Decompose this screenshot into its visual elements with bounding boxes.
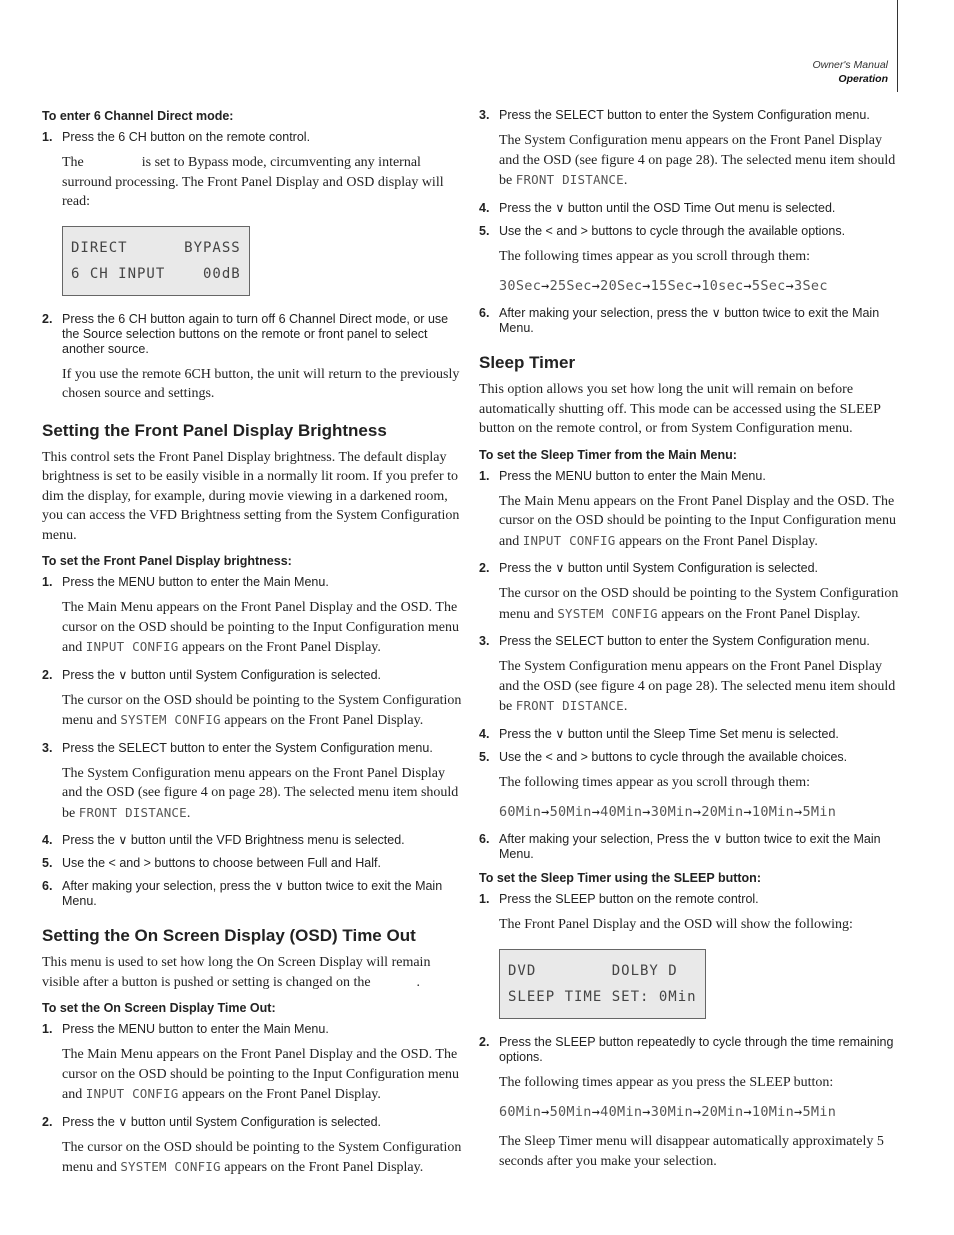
sleep-time-sequence — [499, 802, 899, 822]
step-number: 2. — [42, 311, 53, 326]
sequence-item: 60Min — [499, 1104, 542, 1120]
code-text: INPUT CONFIG — [85, 1086, 179, 1101]
sleep-step-5 — [479, 750, 899, 765]
step-number: 3. — [42, 740, 53, 755]
page-header — [812, 58, 888, 86]
step-text: Use the < and > buttons to cycle through the available choices. — [499, 749, 848, 764]
brightness-body: This control sets the Front Panel Display brightness. The default display brightness is set to be easily visible in a normally lit room. If you prefer to dim the display, for example, during movie viewing in a darkened room, you can access the VFD Brightness setting from the System Configuration menu. — [42, 449, 460, 543]
right-arrow-icon: → — [591, 278, 601, 294]
para-text: The — [62, 155, 84, 170]
brightness-heading: Setting the Front Panel Display Brightness — [42, 420, 387, 440]
code-text: FRONT DISTANCE — [515, 172, 624, 187]
code-text: SYSTEM CONFIG — [557, 605, 658, 621]
sequence-item: 20Min — [701, 1104, 744, 1120]
para-text: appears on the Front Panel Display. — [181, 640, 381, 655]
step-text: Use the < and > buttons to cycle through the available options. — [499, 223, 846, 238]
sequence-item: 50Min — [549, 804, 592, 820]
para-text: The Main Menu appears on the Front Panel Display and the OSD. The cursor on the OSD should be pointing to the Input Configuration menu and — [62, 600, 460, 655]
para-text: appears on the Front Panel Display. — [224, 713, 424, 728]
sequence-item: 5Min — [802, 804, 837, 820]
sequence-item: 15Sec — [650, 278, 693, 294]
sequence-item: 5Min — [802, 1104, 837, 1120]
osd-step-6 — [479, 306, 899, 336]
sleep-button-para-2: The following times appear as you press the SLEEP button: — [499, 1074, 834, 1090]
right-arrow-icon: → — [591, 804, 601, 820]
step-text: After making your selection, press the ∨ button twice to exit the Main Menu. — [62, 879, 443, 908]
step-text: Press the ∨ button until the OSD Time Out menu is selected. — [499, 200, 836, 215]
brightness-step-1 — [42, 575, 462, 590]
step-number: 3. — [479, 634, 490, 648]
sequence-item: 20Sec — [600, 278, 643, 294]
sequence-item: 3Sec — [794, 278, 828, 294]
step-number: 1. — [42, 130, 53, 144]
para-text: is set to Bypass mode, circumventing any internal surround processing. The Front Panel Display and OSD display will read: — [62, 155, 444, 209]
osd-step-3 — [479, 108, 899, 123]
osd-para-5: The following times appear as you scroll through them: — [499, 248, 811, 264]
step-number: 4. — [479, 726, 490, 741]
sleep-step-2 — [479, 561, 899, 576]
para-text: appears on the Front Panel Display. — [224, 1160, 424, 1175]
step-number: 6. — [479, 832, 490, 846]
right-arrow-icon: → — [541, 804, 550, 820]
step-number: 2. — [479, 1034, 490, 1049]
lcd-display-sleep: DVD DOLBY D SLEEP TIME SET: 0Min — [499, 949, 706, 1019]
right-arrow-icon: → — [743, 278, 752, 294]
code-text: FRONT DISTANCE — [78, 804, 187, 820]
sequence-item: 10Min — [751, 1104, 795, 1120]
sleep-para-2 — [499, 584, 899, 624]
sleep-para-3: The System Configuration menu appears on the Front Panel Display and the OSD (see figure 4 on page 28). The selected menu item should be FRONT DISTANCE. — [499, 659, 896, 714]
step-text: After making your selection, Press the ∨ button twice to exit the Main Menu. — [499, 832, 881, 861]
para-text: The Main Menu appears on the Front Panel Display and the OSD. The cursor on the OSD should be pointing to the Input Configuration menu and — [499, 493, 897, 549]
sleep-body: This option allows you set how long the unit will remain on before automatically shutting off. This mode can be accessed using the SLEEP button on the remote control, or from System Configuration menu. — [479, 382, 881, 436]
osd-para-1 — [62, 1045, 462, 1105]
brightness-para-1 — [62, 598, 462, 658]
right-arrow-icon: → — [591, 1104, 601, 1120]
right-arrow-icon: → — [794, 804, 803, 820]
osd-step-2 — [42, 1115, 462, 1130]
direct-para-1 — [62, 153, 462, 212]
lcd-display-direct: DIRECT BYPASS 6 CH INPUT 00dB — [62, 226, 250, 296]
sleep-step-6 — [479, 832, 899, 862]
para-text: The cursor on the OSD should be pointing to the System Configuration menu and — [62, 1139, 462, 1175]
sleep-heading: Sleep Timer — [479, 353, 576, 372]
step-text: Press the MENU button to enter the Main Menu. — [499, 468, 766, 483]
right-arrow-icon: → — [692, 1104, 702, 1120]
code-text: SYSTEM CONFIG — [120, 1159, 221, 1174]
step-text: Press the ∨ button until the Sleep Time Set menu is selected. — [499, 726, 839, 741]
para-text: The System Configuration menu appears on the Front Panel Display and the OSD (see figure 4 on page 28). The selected menu item should be — [499, 659, 896, 714]
step-number: 4. — [479, 200, 490, 215]
step-number: 6. — [479, 306, 490, 320]
header-section: Operation — [838, 73, 888, 85]
step-number: 5. — [479, 749, 490, 764]
direct-step-2 — [42, 312, 462, 357]
osd-step-5 — [479, 224, 899, 239]
step-text: Press the 6 CH button on the remote control. — [62, 130, 311, 144]
step-text: Use the < and > buttons to choose between Full and Half. — [62, 856, 381, 870]
sequence-item: 30Min — [650, 804, 693, 820]
brightness-step-5 — [42, 856, 462, 871]
sequence-item: 10Min — [751, 804, 795, 820]
osd-time-sequence — [499, 276, 899, 296]
right-arrow-icon: → — [743, 1104, 752, 1120]
right-arrow-icon: → — [743, 804, 752, 820]
step-text: Press the ∨ button until System Configuration is selected. — [499, 561, 819, 575]
direct-step-1 — [42, 130, 462, 145]
step-text: Press the ∨ button until the VFD Brightness menu is selected. — [62, 833, 405, 847]
sequence-item: 40Min — [600, 1104, 643, 1120]
sequence-item: 60Min — [499, 804, 542, 820]
brightness-step-3 — [42, 741, 462, 756]
sleep-step-4 — [479, 727, 899, 742]
sequence-item: 50Min — [549, 1104, 592, 1120]
right-column — [479, 108, 899, 1181]
step-text: Press the SLEEP button repeatedly to cycle through the time remaining options. — [499, 1034, 894, 1064]
para-text: appears on the Front Panel Display. — [181, 1087, 381, 1102]
osd-para-3: The System Configuration menu appears on the Front Panel Display and the OSD (see figure 4 on page 28). The selected menu item should be FRONT DISTANCE. — [499, 133, 896, 188]
sleep-subheading-menu: To set the Sleep Timer from the Main Menu: — [479, 447, 737, 462]
sequence-item: 10sec — [701, 278, 744, 294]
para-text: appears on the Front Panel Display. — [618, 533, 818, 549]
step-number: 2. — [479, 561, 490, 575]
step-number: 4. — [42, 833, 53, 847]
sleep-step-3 — [479, 634, 899, 649]
sleep-button-time-sequence — [499, 1102, 899, 1122]
right-arrow-icon: → — [692, 278, 702, 294]
sleep-button-step-1 — [479, 892, 899, 907]
sleep-button-para-1: The Front Panel Display and the OSD will show the following: — [499, 917, 853, 932]
step-number: 1. — [479, 468, 490, 483]
step-number: 5. — [479, 223, 490, 238]
sleep-subheading-button: To set the Sleep Timer using the SLEEP button: — [479, 871, 761, 885]
step-number: 1. — [42, 575, 53, 589]
right-arrow-icon: → — [642, 278, 651, 294]
osd-subheading: To set the On Screen Display Time Out: — [42, 1001, 276, 1015]
para-text: The cursor on the OSD should be pointing to the System Configuration menu and — [499, 586, 899, 622]
sequence-item: 40Min — [600, 804, 643, 820]
sleep-button-para-3: The Sleep Timer menu will disappear automatically approximately 5 seconds after you make your selection. — [499, 1134, 884, 1169]
code-text: FRONT DISTANCE — [515, 698, 624, 713]
left-column — [42, 108, 462, 1188]
brightness-step-6 — [42, 879, 462, 909]
step-text: Press the 6 CH button again to turn off 6 Channel Direct mode, or use the Source selection buttons on the remote or front panel to select another source. — [62, 311, 449, 356]
osd-para-2 — [62, 1138, 462, 1178]
osd-step-4 — [479, 201, 899, 216]
brightness-step-2 — [42, 668, 462, 683]
step-text: Press the SELECT button to enter the System Configuration menu. — [62, 740, 433, 755]
sleep-para-5: The following times appear as you scroll through them: — [499, 774, 811, 790]
direct-para-2: If you use the remote 6CH button, the unit will return to the previously chosen source and settings. — [62, 366, 460, 401]
right-arrow-icon: → — [642, 804, 651, 820]
step-number: 2. — [42, 1114, 53, 1129]
right-arrow-icon: → — [785, 278, 795, 294]
step-text: After making your selection, press the ∨ button twice to exit the Main Menu. — [499, 306, 880, 335]
para-text: appears on the Front Panel Display. — [661, 606, 861, 622]
para-text: The cursor on the OSD should be pointing to the System Configuration menu and — [62, 692, 462, 728]
sleep-para-1 — [499, 492, 899, 552]
brightness-para-3: The System Configuration menu appears on the Front Panel Display and the OSD (see figure 4 on page 28). The selected menu item should be FRONT DISTANCE. — [62, 765, 459, 821]
para-text: The Main Menu appears on the Front Panel Display and the OSD. The cursor on the OSD should be pointing to the Input Configuration menu and — [62, 1047, 460, 1102]
sequence-item: 30Sec — [499, 278, 542, 294]
para-text: The System Configuration menu appears on the Front Panel Display and the OSD (see figure 4 on page 28). The selected menu item should be — [499, 133, 896, 188]
right-arrow-icon: → — [541, 1104, 550, 1120]
step-number: 1. — [42, 1022, 53, 1036]
sequence-item: 20Min — [701, 804, 744, 820]
step-number: 3. — [479, 108, 490, 122]
sequence-item: 25Sec — [549, 278, 592, 294]
step-text: Press the MENU button to enter the Main Menu. — [62, 1022, 329, 1036]
osd-heading: Setting the On Screen Display (OSD) Time Out — [42, 926, 416, 945]
code-text: INPUT CONFIG — [85, 639, 179, 654]
sleep-step-1 — [479, 469, 899, 484]
step-text: Press the SLEEP button on the remote control. — [499, 892, 759, 906]
step-text: Press the ∨ button until System Configuration is selected. — [62, 667, 382, 682]
brightness-subheading: To set the Front Panel Display brightness: — [42, 554, 292, 568]
step-text: Press the ∨ button until System Configuration is selected. — [62, 1114, 382, 1129]
step-text: Press the MENU button to enter the Main Menu. — [62, 575, 329, 589]
osd-body: This menu is used to set how long the On Screen Display will remain visible after a button is pushed or setting is changed on the . — [42, 955, 431, 990]
step-number: 6. — [42, 879, 53, 893]
brightness-step-4 — [42, 833, 462, 848]
right-arrow-icon: → — [642, 1104, 651, 1120]
step-number: 2. — [42, 667, 53, 682]
brightness-para-2 — [62, 691, 462, 731]
sequence-item: 30Min — [650, 1104, 693, 1120]
step-text: Press the SELECT button to enter the System Configuration menu. — [499, 634, 870, 648]
osd-step-1 — [42, 1022, 462, 1037]
header-rule — [897, 0, 898, 92]
code-text: INPUT CONFIG — [522, 532, 616, 548]
para-text: The System Configuration menu appears on the Front Panel Display and the OSD (see figure 4 on page 28). The selected menu item should be — [62, 765, 459, 821]
header-manual: Owner's Manual — [812, 59, 888, 71]
code-text: SYSTEM CONFIG — [120, 712, 221, 727]
sequence-item: 5Sec — [751, 278, 786, 294]
right-arrow-icon: → — [692, 804, 702, 820]
step-number: 5. — [42, 856, 53, 870]
sleep-button-step-2 — [479, 1035, 899, 1065]
step-number: 1. — [479, 892, 490, 906]
direct-mode-subheading: To enter 6 Channel Direct mode: — [42, 109, 234, 123]
right-arrow-icon: → — [794, 1104, 803, 1120]
step-text: Press the SELECT button to enter the System Configuration menu. — [499, 108, 870, 122]
right-arrow-icon: → — [541, 278, 550, 294]
para-text: This menu is used to set how long the On Screen Display will remain visible after a button is pushed or setting is changed on the — [42, 955, 431, 990]
